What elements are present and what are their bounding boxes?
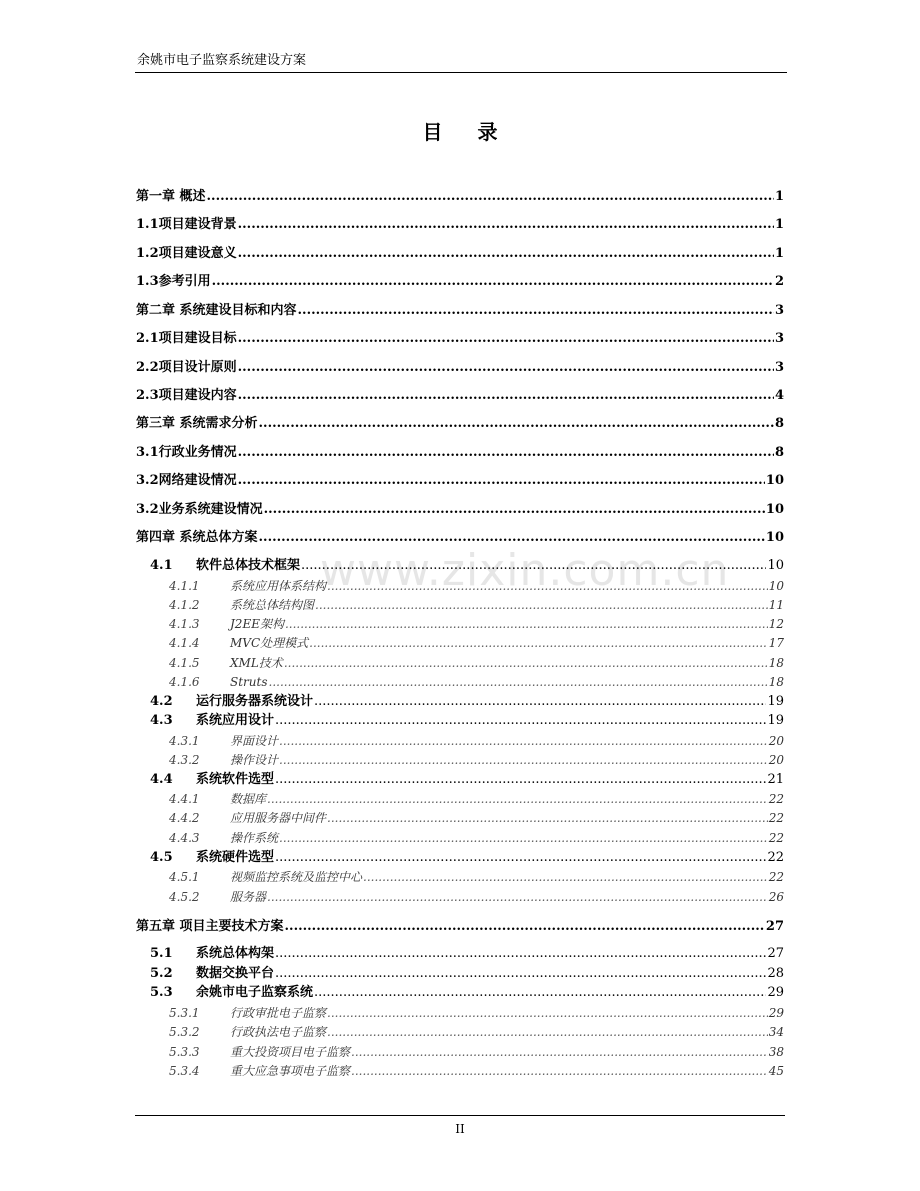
toc-entry-page: 8 (774, 416, 784, 431)
toc-entry-label: 行政审批电子监察 (230, 1006, 327, 1020)
toc-entry-page: 1 (774, 189, 784, 204)
toc-leader-dots (279, 751, 768, 769)
toc-leader-dots (363, 868, 768, 886)
toc-leader-dots (314, 984, 766, 1002)
toc-leader-dots (212, 272, 774, 292)
toc-entry[interactable] (136, 615, 784, 633)
toc-entry-page: 26 (768, 890, 784, 904)
toc-entry-label: 系统应用体系结构 (230, 579, 327, 593)
toc-entry-label: 操作系统 (230, 831, 279, 845)
toc-entry-number: 4.5 (150, 850, 173, 865)
toc-leader-dots (351, 1062, 768, 1080)
toc-entry-page: 10 (765, 473, 784, 488)
toc-leader-dots (327, 809, 768, 827)
toc-leader-dots (238, 358, 774, 378)
toc-entry-label: 2.2项目设计原则 (136, 360, 237, 375)
toc-entry-number: 5.3.1 (169, 1006, 200, 1020)
toc-entry-label: 1.3参考引用 (136, 274, 211, 289)
toc-leader-dots (238, 386, 774, 406)
toc-entry[interactable] (136, 577, 784, 595)
toc-entry[interactable] (136, 809, 784, 827)
toc-entry-page: 10 (765, 530, 784, 545)
toc-entry[interactable] (136, 386, 784, 406)
toc-entry-number: 4.1.6 (169, 675, 200, 689)
toc-entry-label: 数据库 (230, 792, 267, 806)
toc-leader-dots (279, 732, 768, 750)
toc-entry-label: 重大投资项目电子监察 (230, 1045, 351, 1059)
toc-leader-dots (351, 1043, 768, 1061)
toc-entry[interactable] (136, 500, 784, 520)
toc-entry-page: 21 (767, 772, 784, 787)
toc-entry-label: 重大应急事项电子监察 (230, 1064, 351, 1078)
toc-leader-dots (238, 329, 774, 349)
toc-entry-number: 4.4.1 (169, 792, 200, 806)
toc-entry-page: 18 (768, 656, 784, 670)
toc-entry[interactable] (136, 751, 784, 769)
toc-entry[interactable] (136, 215, 784, 235)
toc-leader-dots (327, 577, 768, 595)
toc-entry-label: 第三章 系统需求分析 (136, 416, 258, 431)
toc-entry-page: 22 (768, 792, 784, 806)
toc-leader-dots (285, 917, 765, 937)
toc-entry[interactable] (136, 329, 784, 349)
toc-entry-label: J2EE架构 (230, 617, 284, 631)
toc-entry[interactable] (136, 528, 784, 548)
toc-entry-page: 34 (768, 1025, 784, 1039)
toc-entry-page: 22 (768, 870, 784, 884)
toc-entry[interactable] (136, 301, 784, 321)
toc-entry-label: 应用服务器中间件 (230, 811, 327, 825)
toc-entry-label: 系统硬件选型 (196, 850, 275, 865)
toc-leader-dots (267, 888, 768, 906)
toc-entry-label: 3.1行政业务情况 (136, 445, 237, 460)
toc-entry-number: 5.1 (150, 946, 173, 961)
toc-entry-page: 10 (765, 502, 784, 517)
toc-entry-label: 视频监控系统及监控中心 (230, 870, 363, 884)
toc-entry-number: 4.4.2 (169, 811, 200, 825)
toc-entry-label: 行政执法电子监察 (230, 1025, 327, 1039)
toc-entry-page: 45 (768, 1064, 784, 1078)
toc-entry-page: 10 (767, 558, 784, 573)
toc-leader-dots (238, 244, 774, 264)
toc-entry-label: 第五章 项目主要技术方案 (136, 919, 284, 934)
toc-entry-page: 12 (768, 617, 784, 631)
toc-entry-page: 19 (767, 713, 784, 728)
toc-entry-page: 20 (768, 753, 784, 767)
toc-entry-page: 20 (768, 734, 784, 748)
toc-entry-number: 4.5.1 (169, 870, 200, 884)
toc-entry-label: 第二章 系统建设目标和内容 (136, 303, 297, 318)
toc-leader-dots (284, 654, 768, 672)
toc-leader-dots (298, 301, 774, 321)
toc-entry[interactable] (136, 829, 784, 847)
toc-leader-dots (275, 712, 766, 730)
toc-entry-label: 第四章 系统总体方案 (136, 530, 258, 545)
toc-entry-number: 4.2 (150, 694, 173, 709)
toc-entry-number: 4.1.5 (169, 656, 200, 670)
toc-leader-dots (269, 673, 768, 691)
toc-entry-label: 系统软件选型 (196, 772, 275, 787)
toc-entry-number: 4.1.4 (169, 636, 200, 650)
toc-leader-dots (327, 1004, 768, 1022)
toc-entry[interactable] (136, 888, 784, 906)
toc-entry[interactable] (136, 693, 784, 711)
toc-entry-number: 5.3.4 (169, 1064, 200, 1078)
footer-page-number: II (455, 1122, 465, 1136)
toc-entry-page: 11 (768, 598, 784, 612)
toc-entry-page: 29 (767, 985, 784, 1000)
toc-entry[interactable] (136, 673, 784, 691)
toc-entry[interactable] (136, 868, 784, 886)
toc-entry[interactable] (136, 244, 784, 264)
toc-entry-number: 4.1 (150, 558, 173, 573)
toc-entry-label: 3.2网络建设情况 (136, 473, 237, 488)
toc-entry-number: 5.3 (150, 985, 173, 1000)
toc-entry-page: 18 (768, 675, 784, 689)
toc-entry[interactable] (136, 634, 784, 652)
toc-entry-number: 4.3.1 (169, 734, 200, 748)
toc-entry-page: 3 (774, 331, 784, 346)
toc-entry[interactable] (136, 443, 784, 463)
toc-leader-dots (309, 634, 768, 652)
toc-entry[interactable] (136, 771, 784, 789)
watermark: www.zixin.com.cn (320, 545, 730, 596)
toc-entry[interactable] (136, 945, 784, 963)
toc-entry-page: 2 (774, 274, 784, 289)
toc-entry[interactable] (136, 1004, 784, 1022)
toc-entry-number: 4.4.3 (169, 831, 200, 845)
toc-entry-page: 22 (768, 811, 784, 825)
toc-entry-label: Struts (230, 675, 268, 689)
toc-leader-dots (327, 1023, 768, 1041)
toc-entry-label: 余姚市电子监察系统 (196, 985, 314, 1000)
toc-entry-page: 8 (774, 445, 784, 460)
toc-leader-dots (238, 215, 774, 235)
toc-entry[interactable] (136, 1062, 784, 1080)
toc-entry-label: 1.1项目建设背景 (136, 217, 237, 232)
toc-heading: 目 录 (422, 120, 512, 144)
toc-entry-label: 服务器 (230, 890, 267, 904)
toc-entry[interactable] (136, 414, 784, 434)
toc-leader-dots (238, 443, 774, 463)
toc-entry-label: 系统应用设计 (196, 713, 275, 728)
toc-leader-dots (315, 596, 768, 614)
toc-entry-page: 19 (767, 694, 784, 709)
toc-entry-page: 38 (768, 1045, 784, 1059)
toc-entry-number: 4.3.2 (169, 753, 200, 767)
toc-leader-dots (275, 771, 766, 789)
toc-entry-page: 10 (768, 579, 784, 593)
toc-entry-page: 1 (774, 217, 784, 232)
toc-entry-number: 4.1.2 (169, 598, 200, 612)
toc-leader-dots (207, 187, 774, 207)
toc-entry[interactable] (136, 790, 784, 808)
toc-entry-label: 2.1项目建设目标 (136, 331, 237, 346)
toc-entry-page: 22 (768, 831, 784, 845)
toc-leader-dots (267, 790, 768, 808)
toc-entry-number: 4.1.3 (169, 617, 200, 631)
toc-entry-page: 17 (768, 636, 784, 650)
toc-entry[interactable] (136, 358, 784, 378)
toc-leader-dots (259, 414, 774, 434)
toc-entry-page: 29 (768, 1006, 784, 1020)
toc-leader-dots (314, 693, 766, 711)
toc-entry-label: 系统总体构架 (196, 946, 275, 961)
toc-entry-label: 运行服务器系统设计 (196, 694, 314, 709)
toc-leader-dots (275, 849, 766, 867)
toc-entry-label: 2.3项目建设内容 (136, 388, 237, 403)
toc-leader-dots (279, 829, 768, 847)
toc-leader-dots (275, 945, 766, 963)
toc-leader-dots (301, 557, 766, 575)
toc-entry-page: 3 (774, 303, 784, 318)
toc-entry-label: 界面设计 (230, 734, 279, 748)
toc-entry-label: XML技术 (230, 656, 283, 670)
toc-entry[interactable] (136, 187, 784, 207)
toc-leader-dots (238, 471, 765, 491)
toc-entry[interactable] (136, 1043, 784, 1061)
header-title: 余姚市电子监察系统建设方案 (137, 53, 307, 68)
footer-rule (135, 1115, 785, 1116)
toc-entry[interactable] (136, 917, 784, 937)
toc-entry[interactable] (136, 557, 784, 575)
toc-entry-number: 4.3 (150, 713, 173, 728)
toc-entry[interactable] (136, 1023, 784, 1041)
toc-entry-label: MVC处理模式 (230, 636, 309, 650)
toc-entry[interactable] (136, 596, 784, 614)
toc-entry-number: 4.4 (150, 772, 173, 787)
toc-entry[interactable] (136, 732, 784, 750)
toc-entry-page: 22 (767, 850, 784, 865)
toc-leader-dots (285, 615, 768, 633)
toc-entry-page: 27 (765, 919, 784, 934)
toc-entry[interactable] (136, 965, 784, 983)
toc-entry[interactable] (136, 471, 784, 491)
toc-entry[interactable] (136, 712, 784, 730)
toc-leader-dots (275, 965, 766, 983)
toc-entry-label: 软件总体技术框架 (196, 558, 301, 573)
toc-entry-label: 第一章 概述 (136, 189, 206, 204)
toc-entry-label: 系统总体结构图 (230, 598, 315, 612)
toc-entry[interactable] (136, 272, 784, 292)
table-of-contents (136, 0, 784, 1191)
toc-entry-number: 5.3.2 (169, 1025, 200, 1039)
toc-entry-page: 4 (774, 388, 784, 403)
toc-entry[interactable] (136, 849, 784, 867)
toc-entry-number: 4.1.1 (169, 579, 200, 593)
toc-entry-page: 27 (767, 946, 784, 961)
toc-entry[interactable] (136, 654, 784, 672)
toc-entry-label: 操作设计 (230, 753, 279, 767)
toc-entry-label: 3.2业务系统建设情况 (136, 502, 263, 517)
toc-leader-dots (264, 500, 765, 520)
toc-entry-page: 3 (774, 360, 784, 375)
toc-entry-page: 1 (774, 246, 784, 261)
toc-entry[interactable] (136, 984, 784, 1002)
toc-entry-page: 28 (767, 966, 784, 981)
toc-entry-number: 5.3.3 (169, 1045, 200, 1059)
toc-entry-label: 数据交换平台 (196, 966, 275, 981)
toc-entry-number: 5.2 (150, 966, 173, 981)
toc-leader-dots (259, 528, 765, 548)
toc-entry-number: 4.5.2 (169, 890, 200, 904)
toc-entry-label: 1.2项目建设意义 (136, 246, 237, 261)
